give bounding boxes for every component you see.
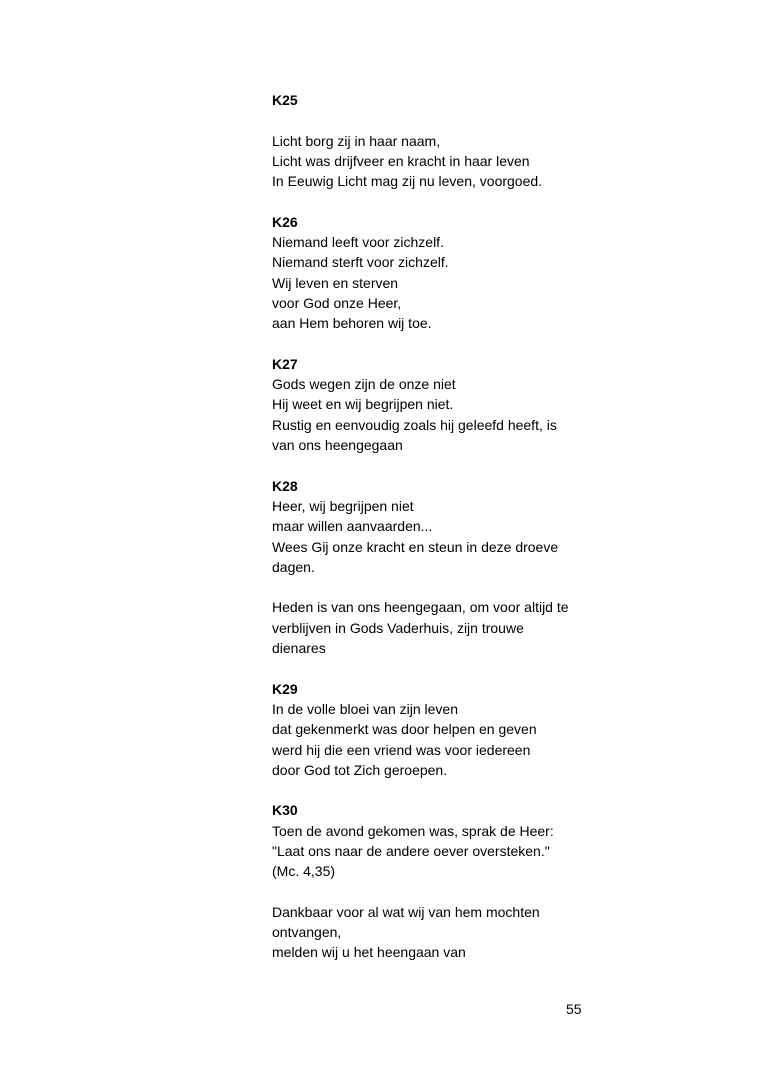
section-heading: K29: [272, 680, 298, 697]
text-line: Gods wegen zijn de onze niet: [272, 376, 456, 393]
text-line: Hij weet en wij begrijpen niet.: [272, 396, 454, 413]
section-heading: K28: [272, 477, 298, 494]
section-spacer: [272, 455, 602, 475]
section-heading: K30: [272, 802, 298, 819]
text-line: voor God onze Heer,: [272, 294, 402, 311]
text-line: melden wij u het heengaan van: [272, 944, 466, 961]
text-line: In Eeuwig Licht mag zij nu leven, voorgoed.: [272, 173, 543, 190]
text-line: Rustig en eenvoudig zoals hij geleefd heeft, is: [272, 416, 557, 433]
section-k26: [272, 212, 602, 354]
section-k30: [272, 800, 602, 962]
text-line: dienares: [272, 640, 326, 657]
blank-line: [272, 882, 602, 902]
blank-line: [272, 110, 602, 130]
section-k28: [272, 476, 602, 679]
text-line: Toen de avond gekomen was, sprak de Heer:: [272, 822, 554, 839]
text-line: dat gekenmerkt was door helpen en geven: [272, 721, 537, 738]
section-spacer: [272, 334, 602, 354]
section-spacer: [272, 658, 602, 678]
text-line: Licht borg zij in haar naam,: [272, 132, 441, 149]
text-line: maar willen aanvaarden...: [272, 518, 433, 535]
text-line: aan Hem behoren wij toe.: [272, 315, 432, 332]
section-k27: [272, 354, 602, 476]
text-line: Wij leven en sterven: [272, 274, 399, 291]
text-line: Niemand leeft voor zichzelf.: [272, 234, 444, 251]
text-line: Wees Gij onze kracht en steun in deze droeve: [272, 538, 559, 555]
page-number: 55: [566, 1001, 582, 1017]
text-line: ontvangen,: [272, 924, 342, 941]
text-line: door God tot Zich geroepen.: [272, 761, 448, 778]
text-line: Licht was drijfveer en kracht in haar leven: [272, 152, 530, 169]
section-spacer: [272, 780, 602, 800]
section-heading: K25: [272, 92, 298, 108]
text-line: verblijven in Gods Vaderhuis, zijn trouwe: [272, 619, 524, 636]
section-k25: [272, 90, 602, 212]
text-line: werd hij die een vriend was voor iedereen: [272, 741, 531, 758]
text-line: Heden is van ons heengegaan, om voor altijd te: [272, 599, 569, 616]
section-k29: [272, 679, 602, 801]
section-heading: K27: [272, 355, 298, 372]
text-line: Niemand sterft voor zichzelf.: [272, 254, 449, 271]
text-line: In de volle bloei van zijn leven: [272, 700, 459, 717]
text-line: "Laat ons naar de andere oever oversteken.": [272, 842, 550, 859]
text-line: (Mc. 4,35): [272, 863, 336, 880]
blank-line: [272, 577, 602, 597]
text-line: dagen.: [272, 558, 315, 575]
section-heading: K26: [272, 213, 298, 230]
page-content: [272, 90, 602, 963]
text-line: van ons heengegaan: [272, 437, 403, 454]
text-line: Heer, wij begrijpen niet: [272, 497, 414, 514]
section-spacer: [272, 191, 602, 211]
text-line: Dankbaar voor al wat wij van hem mochten: [272, 903, 540, 920]
